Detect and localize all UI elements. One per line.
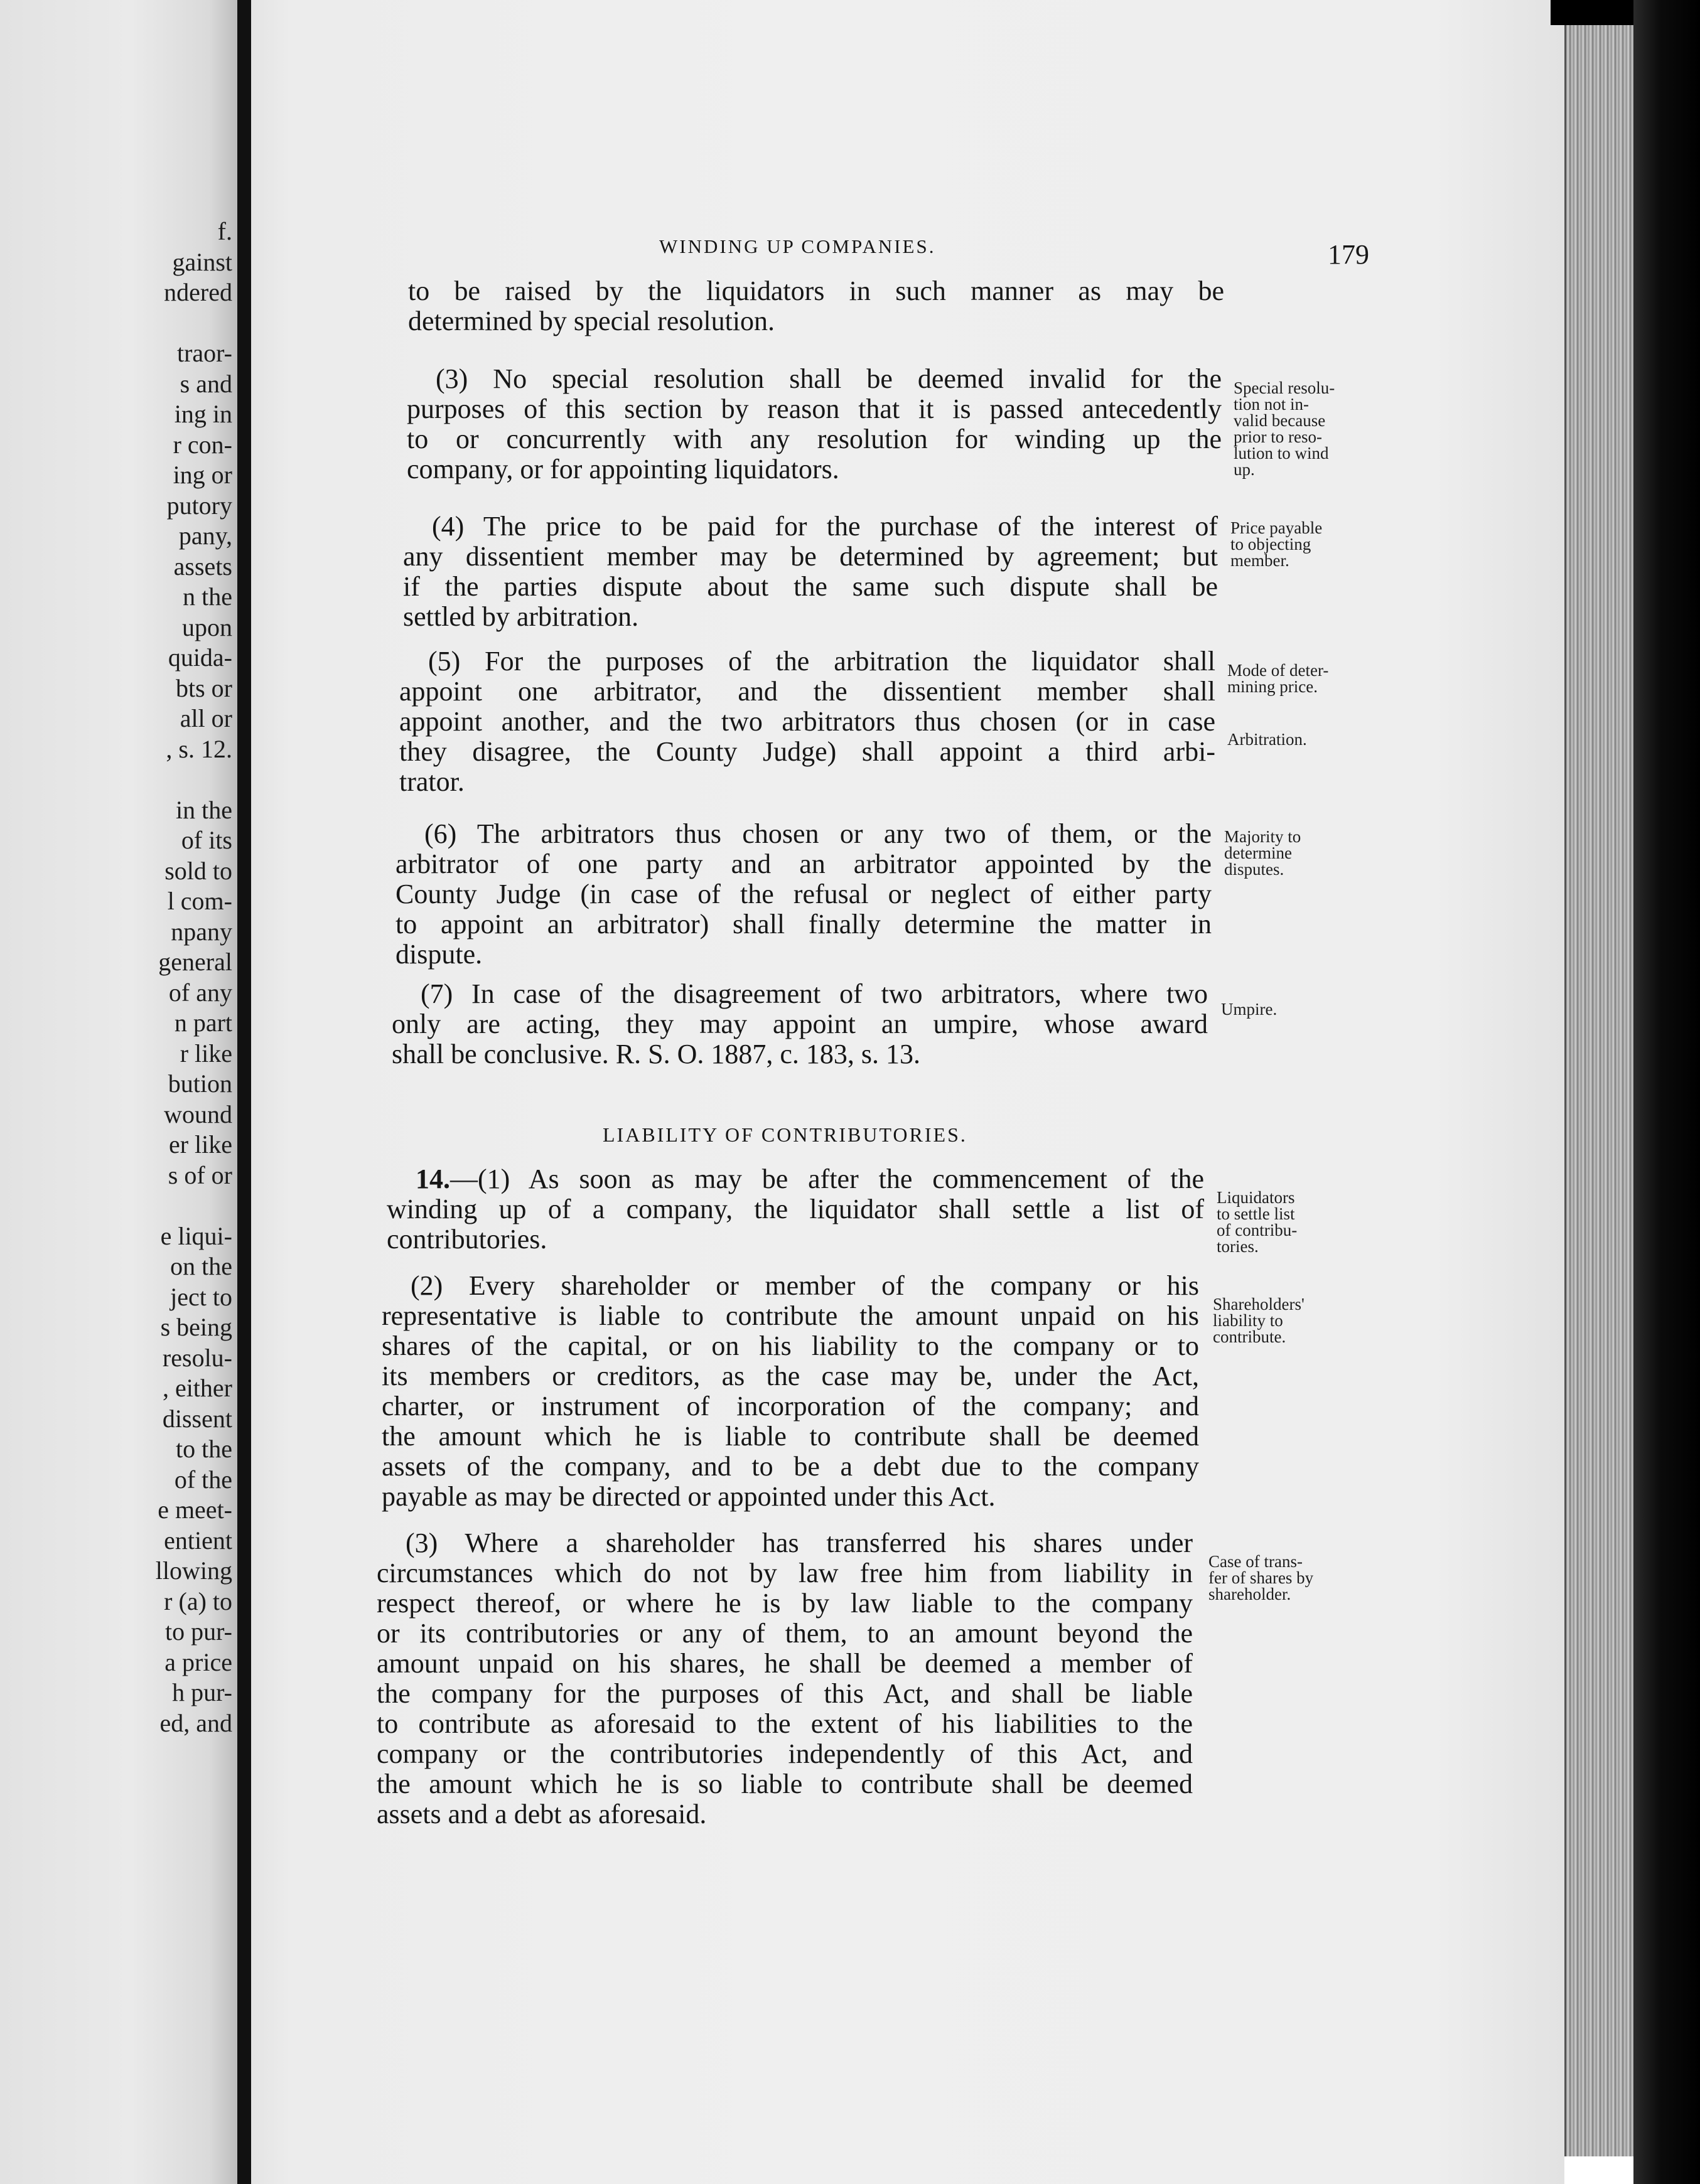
- text-line: only are acting, they may appoint an umpire, whose award: [392, 1009, 1208, 1039]
- left-page-fragment: bts or: [176, 673, 232, 702]
- text-line: assets and a debt as aforesaid.: [377, 1799, 707, 1829]
- text-line: to be raised by the liquidators in such manner as may be: [408, 276, 1224, 306]
- section-14-subsection-2: [382, 1271, 1199, 1512]
- left-page-fragment: of its: [181, 826, 232, 854]
- left-page-fragment: f.: [217, 217, 232, 245]
- text-line: appoint one arbitrator, and the dissentient member shall: [399, 676, 1215, 707]
- page-number: 179: [1328, 239, 1369, 270]
- margin-note-price-payable: [1230, 520, 1322, 569]
- left-page-fragment: in the: [176, 795, 232, 824]
- left-page-fragment: llowing: [155, 1556, 232, 1585]
- margin-note-line: lution to wind: [1234, 444, 1329, 463]
- margin-note-line: Umpire.: [1221, 1000, 1278, 1019]
- left-facing-page: [0, 0, 237, 2184]
- text-line: (4) The price to be paid for the purchase of the interest of: [432, 511, 1218, 542]
- subsection-6: [395, 819, 1212, 970]
- text-line: any dissentient member may be determined by agreement; but: [403, 541, 1218, 572]
- margin-note-line: valid because: [1234, 411, 1326, 430]
- text-line: determined by special resolution.: [408, 306, 775, 336]
- left-page-fragment: wound: [164, 1100, 232, 1128]
- left-page-fragment: quida-: [168, 643, 232, 672]
- margin-note-line: shareholder.: [1208, 1585, 1291, 1603]
- margin-note-liquidators-settle-list: [1217, 1189, 1297, 1255]
- margin-note-shareholders-liability: [1213, 1296, 1305, 1345]
- left-page-fragment: er like: [168, 1130, 232, 1159]
- section-number: 14.: [416, 1164, 450, 1194]
- margin-note-line: liability to: [1213, 1311, 1283, 1330]
- subsection-3: [407, 364, 1222, 484]
- text-line: assets of the company, and to be a debt due to the company: [382, 1451, 1199, 1482]
- text-line: the company for the purposes of this Act, and shall be liable: [377, 1678, 1193, 1709]
- left-page-fragment: on the: [170, 1252, 232, 1280]
- margin-note-line: prior to reso-: [1234, 427, 1322, 446]
- text-line: respect thereof, or where he is by law liable to the company: [377, 1588, 1193, 1619]
- text-line: payable as may be directed or appointed under this Act.: [382, 1481, 996, 1512]
- left-page-fragment: ing or: [173, 461, 232, 489]
- left-page-fragment: ndered: [164, 278, 232, 306]
- margin-note-special-resolution: [1234, 380, 1335, 478]
- margin-note-line: to objecting: [1230, 535, 1311, 554]
- page-edges: [1564, 23, 1635, 2156]
- left-page-fragment: upon: [182, 613, 232, 641]
- margin-note-line: Shareholders': [1213, 1295, 1305, 1314]
- text-line: (6) The arbitrators thus chosen or any two of them, or the: [424, 818, 1212, 849]
- margin-note-line: Case of trans-: [1208, 1552, 1303, 1571]
- subsection-5: [399, 646, 1215, 797]
- left-page-fragment: , s. 12.: [166, 734, 232, 763]
- section-heading: LIABILITY OF CONTRIBUTORIES.: [603, 1123, 967, 1146]
- margin-note-line: of contribu-: [1217, 1221, 1298, 1239]
- margin-note-line: up.: [1234, 460, 1255, 479]
- section-14-subsection-1: [387, 1164, 1204, 1255]
- margin-note-line: member.: [1230, 551, 1289, 570]
- text-line: County Judge (in case of the refusal or neglect of either party: [395, 879, 1212, 909]
- left-page-fragment: sold to: [164, 856, 232, 885]
- left-page-fragment: e liqui-: [160, 1221, 232, 1250]
- text-line: shares of the capital, or on his liability to the company or to: [382, 1330, 1199, 1361]
- scan-border-right: [1633, 0, 1700, 2184]
- left-page-fragment: dissent: [162, 1404, 232, 1433]
- text-line: (7) In case of the disagreement of two arbitrators, where two: [421, 978, 1208, 1009]
- text-line: (2) Every shareholder or member of the company or his: [411, 1270, 1199, 1301]
- text-line: amount unpaid on his shares, he shall be deemed a member of: [377, 1648, 1193, 1679]
- margin-note-majority-to-determine: [1224, 828, 1301, 877]
- text-line: to contribute as aforesaid to the extent of his liabilities to the: [377, 1708, 1193, 1739]
- margin-note-line: Special resolu-: [1234, 378, 1335, 397]
- left-page-fragment: h pur-: [172, 1678, 232, 1706]
- left-page-fragment: gainst: [172, 247, 232, 276]
- margin-note-line: to settle list: [1217, 1204, 1295, 1223]
- subsection-4: [403, 511, 1218, 632]
- text-line: its members or creditors, as the case may be, under the Act,: [382, 1361, 1199, 1391]
- left-page-fragment: r (a) to: [164, 1587, 232, 1615]
- left-page-fragment: assets: [173, 552, 232, 581]
- text-line: dispute.: [395, 939, 483, 970]
- margin-note-line: tories.: [1217, 1237, 1259, 1256]
- subsection-7: [392, 979, 1208, 1069]
- left-page-fragment: s and: [180, 369, 232, 398]
- margin-note-line: Majority to: [1224, 827, 1301, 846]
- left-page-fragment: e meet-: [158, 1496, 232, 1524]
- left-page-fragment: pany,: [178, 522, 232, 550]
- left-page-fragment: a price: [164, 1647, 232, 1676]
- text-line: company, or for appointing liquidators.: [407, 454, 839, 484]
- margin-note-line: Mode of deter-: [1227, 661, 1329, 680]
- text-line: [387, 1164, 1204, 1194]
- left-page-fragment: r like: [180, 1039, 232, 1068]
- text-line: (5) For the purposes of the arbitration the liquidator shall: [428, 646, 1215, 677]
- text-line: purposes of this section by reason that it is passed antecedently: [407, 393, 1222, 424]
- margin-note-line: tion not in-: [1234, 395, 1309, 414]
- margin-note-line: Price payable: [1230, 518, 1323, 537]
- text-line: to appoint an arbitrator) shall finally determine the matter in: [395, 909, 1212, 939]
- margin-note-transfer-of-shares: [1208, 1553, 1313, 1602]
- left-page-fragment: n part: [174, 1009, 232, 1037]
- left-page-fragment: , either: [162, 1374, 232, 1402]
- text-line: contributories.: [387, 1224, 547, 1255]
- text-line: charter, or instrument of incorporation of the company; and: [382, 1391, 1199, 1421]
- left-page-fragment: s being: [160, 1313, 232, 1341]
- margin-note-arbitration: [1227, 731, 1307, 747]
- text-line: (3) Where a shareholder has transferred his shares under: [406, 1528, 1193, 1558]
- left-page-fragment: of any: [168, 978, 232, 1007]
- left-page-fragment: ject to: [170, 1282, 232, 1311]
- text-line: the amount which he is so liable to contribute shall be deemed: [377, 1769, 1193, 1799]
- text-line: to or concurrently with any resolution for winding up the: [407, 424, 1222, 454]
- margin-note-umpire: [1221, 1001, 1277, 1017]
- margin-note-line: contribute.: [1213, 1327, 1286, 1346]
- left-page-fragment: bution: [168, 1069, 232, 1098]
- text-line: they disagree, the County Judge) shall appoint a third arbi-: [399, 736, 1215, 767]
- running-head: WINDING UP COMPANIES.: [659, 235, 936, 257]
- text-line: trator.: [399, 766, 465, 797]
- left-page-fragment: to the: [176, 1435, 232, 1463]
- text-line: settled by arbitration.: [403, 601, 639, 632]
- text-line: arbitrator of one party and an arbitrator appointed by the: [395, 848, 1212, 879]
- margin-note-mode-of-determining-price: [1227, 662, 1328, 695]
- left-page-fragment: resolu-: [162, 1343, 232, 1372]
- left-page-fragment: npany: [171, 917, 232, 946]
- left-page-fragment: general: [158, 948, 232, 976]
- text-line: representative is liable to contribute the amount unpaid on his: [382, 1300, 1199, 1331]
- left-page-fragment: n the: [183, 582, 232, 611]
- text-line: or its contributories or any of them, to an amount beyond the: [377, 1618, 1193, 1649]
- left-page-fragment: of the: [174, 1465, 232, 1494]
- text-line: (3) No special resolution shall be deemed invalid for the: [436, 363, 1222, 394]
- book-gutter: [237, 0, 251, 2184]
- text-line: shall be conclusive. R. S. O. 1887, c. 183, s. 13.: [392, 1039, 921, 1069]
- left-page-fragment: to pur-: [165, 1617, 232, 1646]
- text-line: circumstances which do not by law free him from liability in: [377, 1558, 1193, 1588]
- text-line: the amount which he is liable to contribute shall be deemed: [382, 1421, 1199, 1452]
- left-page-fragment: r con-: [173, 430, 232, 459]
- margin-note-line: Liquidators: [1217, 1188, 1295, 1207]
- text-line: if the parties dispute about the same such dispute shall be: [403, 571, 1218, 602]
- left-page-fragment: putory: [166, 491, 232, 520]
- left-page-fragment: all or: [180, 704, 232, 732]
- text-line: winding up of a company, the liquidator shall settle a list of: [387, 1194, 1204, 1224]
- section-14-subsection-3: [377, 1528, 1193, 1829]
- margin-note-line: fer of shares by: [1208, 1568, 1314, 1587]
- left-page-fragment: l com-: [167, 887, 232, 915]
- left-page-fragment: ed, and: [159, 1708, 232, 1737]
- text-line: appoint another, and the two arbitrators thus chosen (or in case: [399, 706, 1215, 737]
- margin-note-line: Arbitration.: [1227, 730, 1307, 749]
- text-line: company or the contributories independently of this Act, and: [377, 1738, 1193, 1769]
- left-page-fragment: entient: [164, 1526, 232, 1555]
- margin-note-line: disputes.: [1224, 860, 1284, 879]
- left-page-fragment: s of or: [168, 1160, 232, 1189]
- left-page-fragment: traor-: [176, 339, 232, 367]
- left-page-fragment: ing in: [174, 400, 232, 428]
- text-line-part: —(1) As soon as may be after the commencement of the: [450, 1164, 1204, 1194]
- paragraph-continuation: [408, 276, 1224, 336]
- margin-note-line: determine: [1224, 843, 1292, 862]
- margin-note-line: mining price.: [1227, 677, 1318, 696]
